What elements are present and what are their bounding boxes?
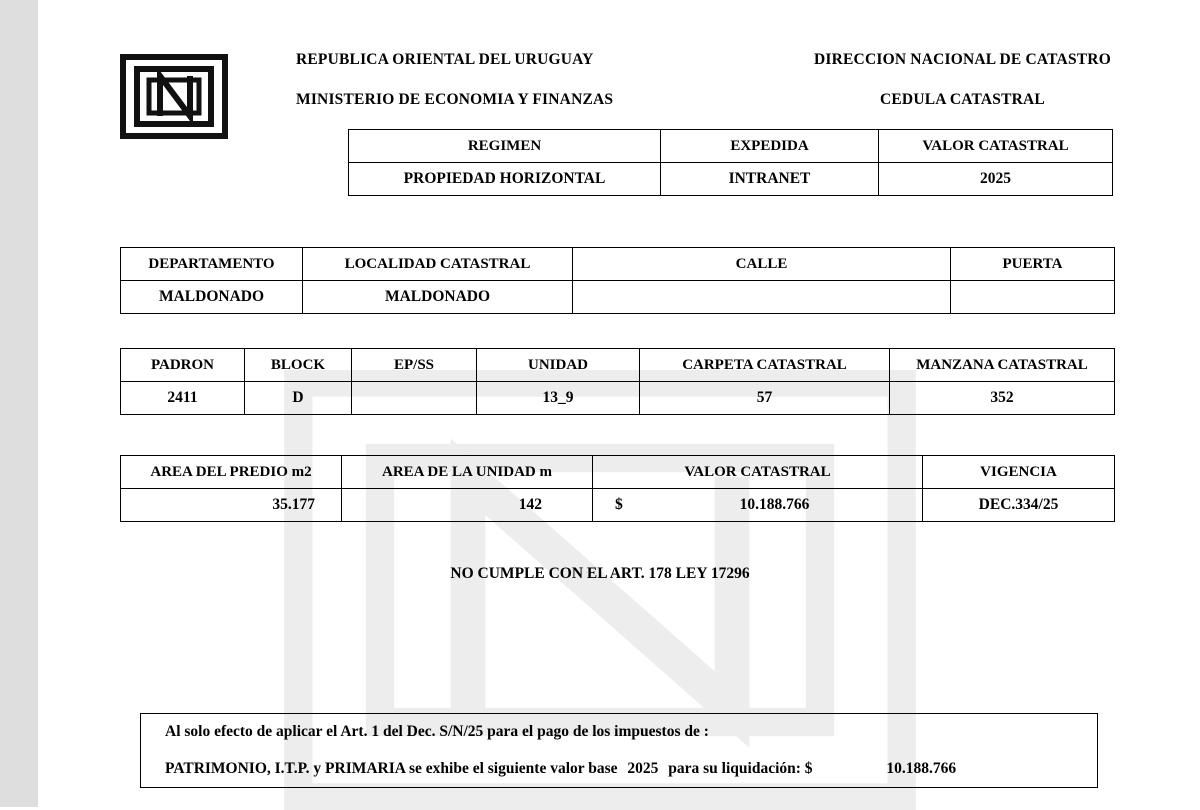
padron-value-unidad: 13_9 [477,382,640,415]
regimen-value-valor: 2025 [879,163,1113,196]
table-row [121,382,1115,415]
area-header-vigencia: VIGENCIA [923,456,1115,489]
header-ministry-line: MINISTERIO DE ECONOMIA Y FINANZAS [296,91,614,108]
footer-note-line2 [141,751,1098,788]
padron-value-epss [352,382,477,415]
padron-header-block: BLOCK [245,349,352,382]
ubicacion-header-departamento: DEPARTAMENTO [121,248,303,281]
header-office-line: DIRECCION NACIONAL DE CATASTRO [814,51,1111,68]
ubicacion-header-puerta: PUERTA [951,248,1115,281]
ubicacion-header-localidad: LOCALIDAD CATASTRAL [303,248,573,281]
ubicacion-value-puerta [951,281,1115,314]
table-row [121,248,1115,281]
ubicacion-value-calle [573,281,951,314]
footer-note-amount: 10.188.766 [886,759,957,777]
header-document-title: CEDULA CATASTRAL [880,91,1045,108]
ley-notice: NO CUMPLE CON EL ART. 178 LEY 17296 [450,565,750,582]
padron-header-manzana: MANZANA CATASTRAL [890,349,1115,382]
ubicacion-value-departamento: MALDONADO [121,281,303,314]
footer-note-line1: Al solo efecto de aplicar el Art. 1 del Dec. S/N/25 para el pago de los impuestos de : [141,714,1098,751]
regimen-header-expedida: EXPEDIDA [661,130,879,163]
regimen-header-valor: VALOR CATASTRAL [879,130,1113,163]
ubicacion-value-localidad: MALDONADO [303,281,573,314]
padron-header-carpeta: CARPETA CATASTRAL [640,349,890,382]
regimen-value-expedida: INTRANET [661,163,879,196]
ubicacion-table [120,247,1115,314]
currency-symbol: $ [615,496,623,513]
regimen-header-regimen: REGIMEN [349,130,661,163]
left-gutter [0,0,38,807]
padron-value-block: D [245,382,352,415]
padron-header-padron: PADRON [121,349,245,382]
ubicacion-header-calle: CALLE [573,248,951,281]
regimen-table [348,129,1113,196]
table-row [349,163,1113,196]
table-row [349,130,1113,163]
table-row [141,714,1098,751]
footer-note-line2-text-a: PATRIMONIO, I.T.P. y PRIMARIA se exhibe el siguiente valor base [165,759,618,777]
padron-table [120,348,1115,415]
padron-value-padron: 2411 [121,382,245,415]
area-value-valor-catastral [593,489,923,522]
area-header-valor: VALOR CATASTRAL [593,456,923,489]
padron-header-epss: EP/SS [352,349,477,382]
padron-value-carpeta: 57 [640,382,890,415]
area-header-unidad: AREA DE LA UNIDAD m [342,456,593,489]
catastro-logo-icon [120,54,228,139]
table-row [121,456,1115,489]
area-value-vigencia: DEC.334/25 [923,489,1115,522]
footer-note-year: 2025 [627,759,659,777]
area-header-predio: AREA DEL PREDIO m2 [121,456,342,489]
area-table [120,455,1115,522]
header-country-line: REPUBLICA ORIENTAL DEL URUGUAY [296,51,594,68]
valor-catastral-amount: 10.188.766 [739,496,810,513]
table-row [141,751,1098,788]
table-row [121,349,1115,382]
table-row [121,281,1115,314]
padron-value-manzana: 352 [890,382,1115,415]
table-row [121,489,1115,522]
footer-note-line2-text-b: para su liquidación: $ [668,759,813,777]
area-value-unidad: 142 [342,489,593,522]
area-value-predio: 35.177 [121,489,342,522]
footer-note-table [140,713,1098,788]
padron-header-unidad: UNIDAD [477,349,640,382]
regimen-value-regimen: PROPIEDAD HORIZONTAL [349,163,661,196]
